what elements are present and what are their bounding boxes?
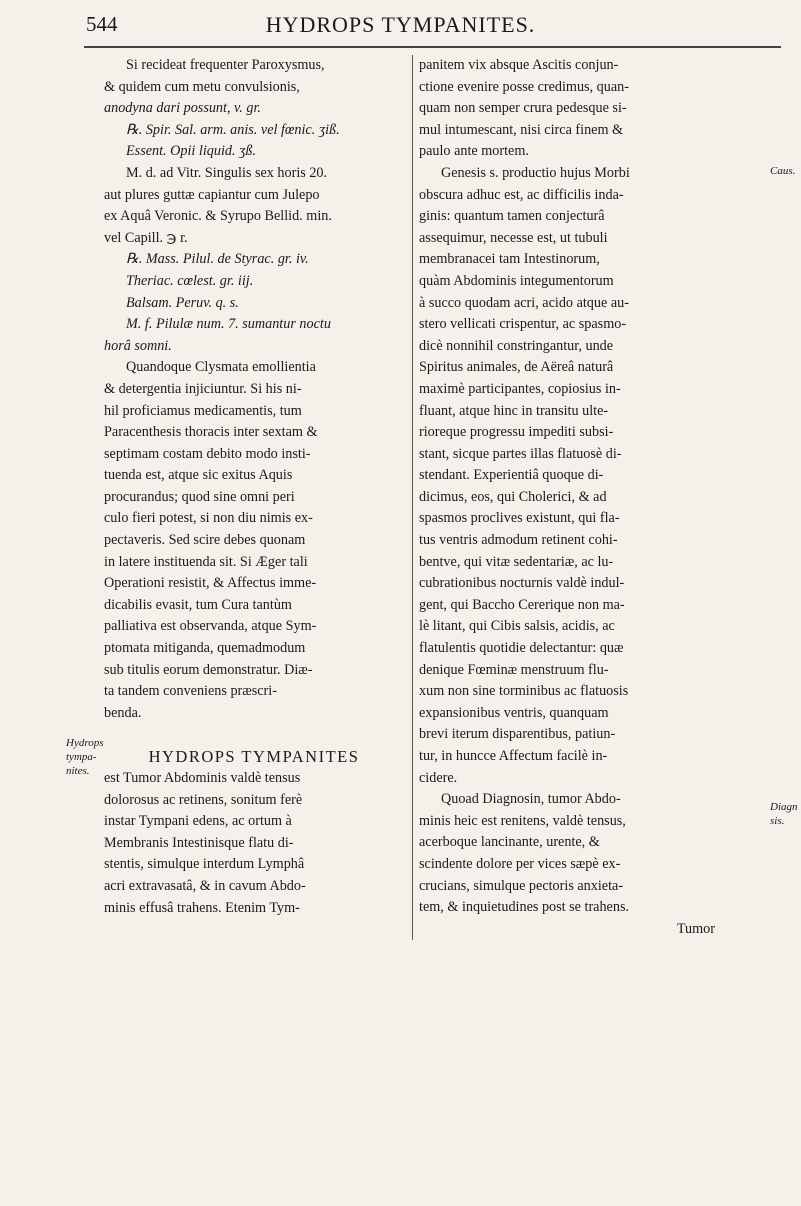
prescription-line: M. f. Pilulæ num. 7. sumantur noctu (126, 316, 331, 333)
text-line: cidere. (419, 769, 458, 786)
text-line: dolorosus ac retinens, sonitum ferè (104, 791, 303, 808)
text-line: procurandus; quod sine omni peri (104, 488, 295, 505)
text-line: sub titulis eorum demonstratur. Diæ- (104, 661, 313, 678)
text-line: flatulentis quotidie delectantur: quæ (419, 640, 624, 657)
text-line: acri extravasatâ, & in cavum Abdo- (104, 877, 306, 894)
text-line: assequimur, necesse est, ut tubuli (419, 229, 608, 246)
text-line: Genesis s. productio hujus Morbi (441, 164, 630, 181)
text-line: aut plures guttæ capiantur cum Julepo (104, 186, 320, 203)
text-line: panitem vix absque Ascitis conjun- (419, 57, 619, 73)
text-line: Membranis Intestinisque flatu di- (104, 834, 294, 851)
text-line: bentve, qui vitæ sedentariæ, ac lu- (419, 553, 614, 570)
text-line: horâ somni. (104, 337, 172, 354)
text-line: vel Capill. ℈ r. (104, 229, 188, 246)
running-head: HYDROPS TYMPANITES. (265, 12, 536, 37)
page-number: 544 (86, 12, 118, 36)
text-line: obscura adhuc est, ac difficilis inda- (419, 186, 624, 203)
text-line: gent, qui Baccho Cererique non ma- (419, 596, 625, 613)
text-line: Quoad Diagnosin, tumor Abdo- (441, 791, 621, 808)
text-line: in latere instituenda sit. Si Æger tali (104, 553, 308, 570)
prescription-line: M. d. ad Vitr. Singulis sex horis 20. (126, 164, 328, 181)
prescription-line: Theriac. cœlest. gr. iij. (126, 272, 254, 289)
text-line: crucians, simulque pectoris anxieta- (419, 877, 624, 894)
prescription-line: Essent. Opii liquid. ʒß. (126, 143, 257, 160)
text-line: Paracenthesis thoracis inter sextam & (104, 424, 318, 441)
text-line: & detergentia injiciuntur. Si his ni- (104, 380, 302, 397)
text-line: tur, in huncce Affectum facilè in- (419, 748, 608, 764)
text-line: ta tandem conveniens præscri- (104, 683, 277, 700)
text-line: dicè nonnihil constringantur, unde (419, 337, 614, 354)
text-line: à succo quodam acri, acido atque au- (419, 294, 629, 311)
text-line: stero vellicati crispentur, ac spasmo- (419, 316, 627, 333)
text-line: tus ventris admodum retinent cohi- (419, 532, 618, 549)
section-heading: HYDROPS TYMPANITES (148, 747, 360, 767)
text-line: xum non sine torminibus ac flatuosis (419, 683, 629, 700)
text-line: stentis, simulque interdum Lymphâ (104, 856, 305, 873)
text-line: hil proficiamus medicamentis, tum (104, 402, 302, 419)
text-line: ptomata mitiganda, quemadmodum (104, 640, 306, 657)
text-line: ginis: quantum tamen conjecturâ (419, 208, 605, 225)
text-line: spasmos proclives existunt, qui fla- (419, 510, 620, 527)
text-line: culo fieri potest, si non diu nimis ex- (104, 510, 313, 527)
text-line: Si recideat frequenter Paroxysmus, (126, 57, 325, 73)
text-line: mul intumescant, nisi circa finem & (419, 121, 624, 138)
text-line: Spiritus animales, de Aëreâ naturâ (419, 359, 614, 376)
margin-note-causa: Caus. (770, 165, 796, 177)
margin-note-diagnosis: Diagn sis. (770, 801, 798, 827)
text-line: Quandoque Clysmata emollientia (126, 359, 316, 376)
margin-note-hydrops: Hydrops tympa- nites. (66, 737, 104, 777)
prescription-line: ℞. Mass. Pilul. de Styrac. gr. iv. (126, 251, 309, 268)
text-line: lè litant, qui Cibis salsis, acidis, ac (419, 618, 615, 635)
text-line: Operationi resistit, & Affectus imme- (104, 575, 317, 592)
text-line: tem, & inquietudines post se trahens. (419, 899, 630, 916)
text-line: instar Tympani edens, ac ortum à (104, 813, 292, 830)
text-line: minis effusâ trahens. Etenim Tym- (104, 899, 300, 916)
text-line: scindente dolore per vices sæpè ex- (419, 855, 621, 872)
text-line: anodyna dari possunt, v. gr. (104, 100, 261, 117)
text-line: denique Fœminæ menstruum flu- (419, 661, 609, 678)
catchword: Tumor (676, 920, 715, 937)
text-line: maximè participantes, copiosius in- (419, 380, 621, 397)
text-line: expansionibus ventris, quanquam (419, 704, 609, 721)
text-line: stendant. Experientiâ quoque di- (419, 467, 604, 484)
text-line: septimam costam debito modo insti- (104, 445, 311, 462)
text-line: rioreque progressu impediti subsi- (419, 424, 614, 441)
prescription-line: ℞. Spir. Sal. arm. anis. vel fœnic. ʒiß. (126, 121, 340, 138)
text-line: brevi iterum disparentibus, patiun- (419, 726, 616, 743)
text-line: quam non semper crura pedesque si- (419, 100, 627, 117)
text-line: fluant, atque hinc in transitu ulte- (419, 402, 609, 419)
text-line: tuenda est, atque sic exitus Aquis (104, 467, 293, 484)
text-line: paulo ante mortem. (419, 143, 529, 160)
text-line: dicimus, eos, qui Cholerici, & ad (419, 488, 607, 505)
text-line: acerboque lancinante, urente, & (419, 834, 600, 851)
text-line: minis heic est renitens, valdè tensus, (419, 812, 626, 829)
text-line: dicabilis evasit, tum Cura tantùm (104, 596, 292, 613)
text-line: ctione evenire posse credimus, quan- (419, 78, 629, 95)
text-line: est Tumor Abdominis valdè tensus (104, 770, 301, 786)
text-line: cubrationibus nocturnis valdè indul- (419, 575, 625, 592)
text-line: palliativa est observanda, atque Sym- (104, 618, 317, 635)
text-line: & quidem cum metu convulsionis, (104, 78, 300, 95)
text-line: quàm Abdominis integumentorum (419, 272, 614, 289)
right-column (412, 55, 719, 940)
text-line: benda. (104, 704, 142, 721)
text-line: membranacei tam Intestinorum, (419, 251, 600, 268)
header-rule (84, 46, 781, 48)
text-line: stant, sicque partes illas flatuosè di- (419, 445, 622, 462)
left-column (104, 55, 404, 919)
text-line: ex Aquâ Veronic. & Syrupo Bellid. min. (104, 208, 332, 225)
text-line: pectaveris. Sed scire debes quonam (104, 532, 306, 549)
prescription-line: Balsam. Peruv. q. s. (126, 294, 239, 311)
